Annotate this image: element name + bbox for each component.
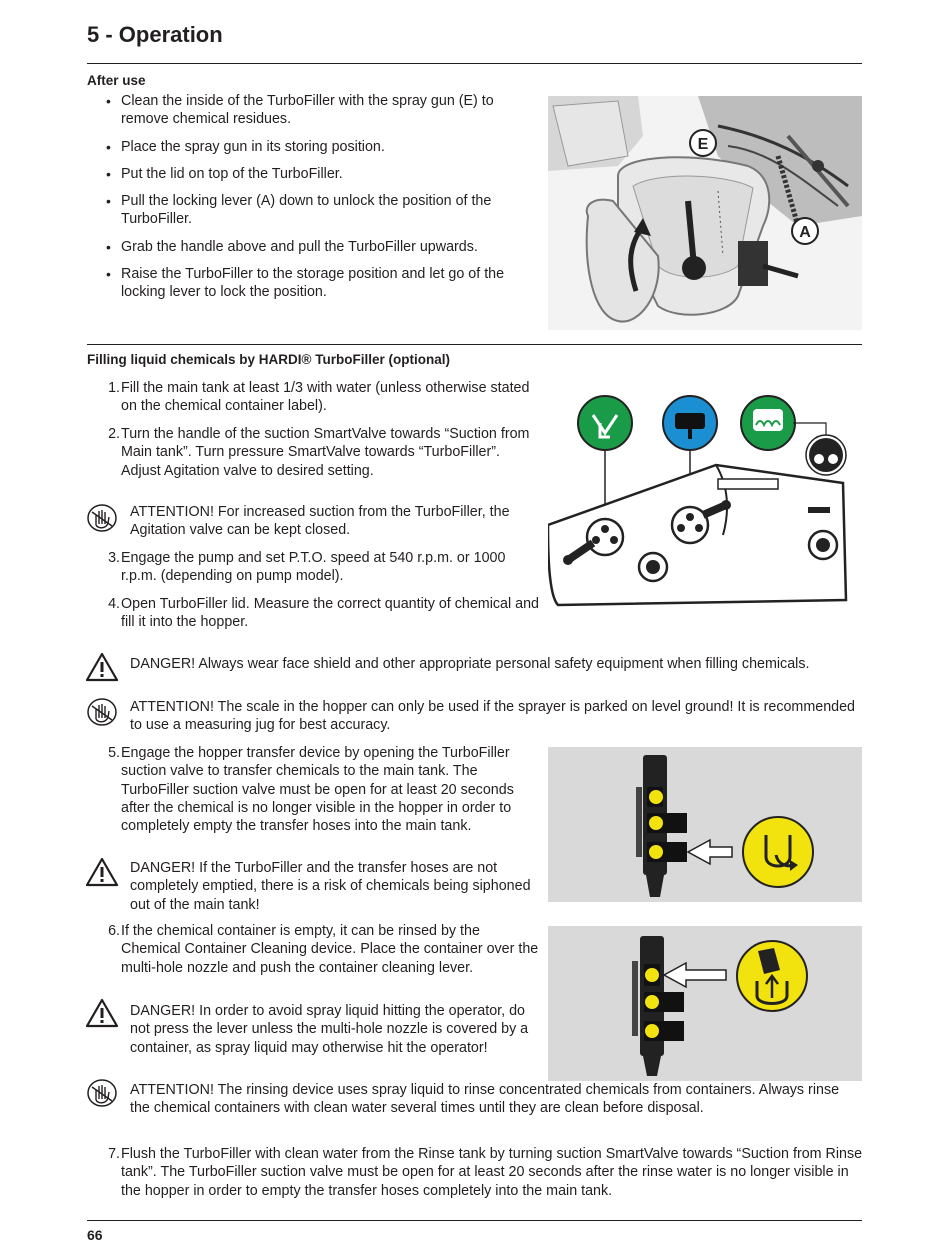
after-use-bullet-4: Pull the locking lever (A) down to unlock the position of the TurboFiller. [121,193,492,228]
photo-label-a: A [799,224,811,241]
container-cleaning-panel [548,926,862,1081]
photo-label-e: E [697,136,709,153]
danger-note-2: DANGER! If the TurboFiller and the transfer hoses are not completely emptied, there is a risk of chemicals being siphoned out of the main tank! [130,860,531,913]
step-1-text: Fill the main tank at least 1/3 with water (unless otherwise stated on the chemical container label). [121,380,530,415]
header-divider [87,63,862,64]
step-number: 3. [108,550,120,566]
step-7-text: Flush the TurboFiller with clean water from the Rinse tank by turning suction SmartValve towards “Suction from Rinse tank”. The TurboFiller suction valve must be open for at least 20 seconds after the rinse water is no longer visible in the hopper in order to empty the transfer hoses completely into the main tank. [121,1146,863,1199]
after-use-heading: After use [87,73,146,88]
step-number: 1. [108,380,120,396]
after-use-bullet-5: Grab the handle above and pull the TurboFiller upwards. [121,239,478,255]
bullet-marker: • [106,93,111,109]
step-4-text: Open TurboFiller lid. Measure the correct quantity of chemical and fill it into the hopper. [121,596,539,631]
attention-note-3-wrap [130,1081,862,1118]
attention-note-1: ATTENTION! For increased suction from the TurboFiller, the Agitation valve can be kept closed. [130,504,510,539]
step-number: 2. [108,426,120,442]
step-number: 7. [108,1146,120,1162]
attention-hand-icon [86,697,118,727]
after-use-bullet-6: Raise the TurboFiller to the storage position and let go of the locking lever to lock the position. [121,266,505,301]
step-5-text: Engage the hopper transfer device by opening the TurboFiller suction valve to transfer chemicals to the main tank. The TurboFiller suction valve must be open for at least 20 seconds after the chemical is no longer visible in the hopper in order to completely empty the transfer hoses into the main tank. [121,745,514,835]
step-6-text: If the chemical container is empty, it can be rinsed by the Chemical Container Cleaning device. Place the container over the multi-hole nozzle and push the container cleaning lever. [121,923,539,976]
attention-note-2: ATTENTION! The scale in the hopper can only be used if the sprayer is parked on level ground! It is recommended to use a measuring jug for best accuracy. [130,699,856,734]
danger-note-1: DANGER! Always wear face shield and other appropriate personal safety equipment when filling chemicals. [130,656,810,672]
smartvalve-diagram [548,395,862,610]
bullet-marker: • [106,266,111,282]
attention-hand-icon [86,503,118,533]
danger-warning-icon [86,998,118,1028]
turbofiller-photo [548,96,862,330]
attention-hand-icon [86,1078,118,1108]
step-number: 6. [108,923,120,939]
page-number: 66 [87,1227,103,1243]
suction-main-tank-icon [578,396,632,450]
bullet-marker: • [106,139,111,155]
footer-divider [87,1220,862,1221]
transfer-valve-panel [548,747,862,902]
after-use-bullet-1: Clean the inside of the TurboFiller with the spray gun (E) to remove chemical residues. [121,93,494,128]
bullet-marker: • [106,193,111,209]
step-number: 4. [108,596,120,612]
bullet-marker: • [106,239,111,255]
step-number: 5. [108,745,120,761]
step-2-text: Turn the handle of the suction SmartValve towards “Suction from Main tank”. Turn pressure SmartValve towards “TurboFiller”. Adjust Agitation valve to desired setting. [121,426,530,479]
bullet-marker: • [106,166,111,182]
page-title: 5 - Operation [87,22,223,47]
suction-transfer-icon [743,817,813,887]
after-use-bullet-3: Put the lid on top of the TurboFiller. [121,166,343,182]
danger-warning-icon [86,652,118,682]
attention-note-3: ATTENTION! The rinsing device uses spray liquid to rinse concentrated chemicals from containers. Always rinse the chemical containers with clean water several times until they are clean before disposal. [130,1082,840,1117]
danger-warning-icon [86,857,118,887]
step-3-text: Engage the pump and set P.T.O. speed at 540 r.p.m. or 1000 r.p.m. (depending on pump model). [121,550,506,585]
section-divider [87,344,862,345]
after-use-bullet-2: Place the spray gun in its storing position. [121,139,385,155]
filling-heading: Filling liquid chemicals by HARDI® TurboFiller (optional) [87,352,450,367]
danger-note-3: DANGER! In order to avoid spray liquid hitting the operator, do not press the lever unless the multi-hole nozzle is covered by a container, as spray liquid may otherwise hit the operator! [130,1003,529,1056]
